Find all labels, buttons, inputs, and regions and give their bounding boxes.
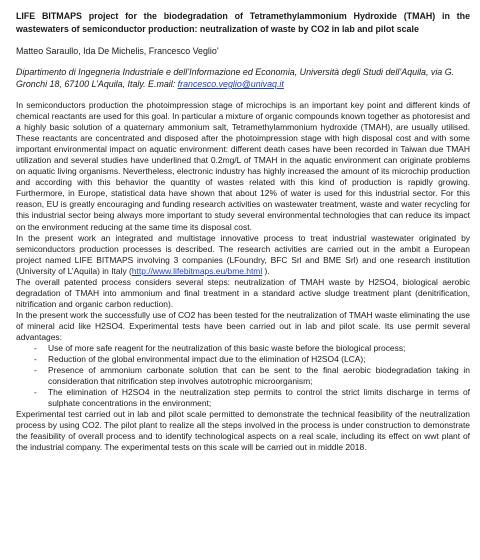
- list-item-text: Reduction of the global environmental impact due to the elimination of H2SO4 (LCA);: [48, 354, 366, 365]
- paragraph-present-work-text: In the present work an integrated and multistage innovative process to treat industrial wastewater originated by semiconductors production processes is described. The research activities are carried out in the ambit a European project named LIFE BITMAPS involving 3 companies (LFoundry, BFC Srl and BME Srl) and one research institution (University of L’Aquila) in Italy (: [16, 232, 470, 276]
- author-list: Matteo Saraullo, Ida De Michelis, Francesco Veglio’: [16, 46, 219, 56]
- email-link[interactable]: francesco.veglio@univaq.it: [177, 79, 284, 89]
- project-link[interactable]: http://www.lifebitmaps.eu/bme.html: [131, 265, 263, 276]
- affiliation-text: Dipartimento di Ingegneria Industriale e dell’Informazione ed Economia, Università degli Studi dell’Aquila, via G. Gronchi 18, 67100 L’Aquila, Italy. E.mail:: [16, 67, 455, 89]
- list-item: [34, 343, 470, 354]
- paper-title: LIFE BITMAPS project for the biodegradation of Tetramethylammonium Hydroxide (TMAH) in the wastewaters of semiconductor production: neutralization of waste by CO2 in lab and pilot scale: [16, 11, 470, 34]
- advantages-list: [16, 343, 470, 409]
- paragraph-intro: In semiconductors production the photoimpression stage of microchips is an important key point and different kinds of chemical reactants are used for this goal. In particular a mixture of organic compounds known together as photoresist and a highly basic solution of a quaternary ammonium salt, Tetramethylammonium hydroxide (TMAH), are usually utilised. These reactants are concentrated and disposed after the photoimpression stage with high disposal cost and with some important environmental impact on aquatic environment: different death cases have been recorded in Taiwan due TMAH utilization and several studies have underlined that 0.2mg/L of TMAH in the aquatic environment can originate problems on aquatic living organisms. Nevertheless, electronic industry has highly increased the amount of its microchip production and according with this behavior the quantity of wastes related with this kind of production is rapidly growing. Furthermore, in Europe, statistical data have shown that about 12% of water is used for this industrial sector. For this reason, EU is greatly encouraging and funding research activities on wastewater treatment, waste and water recycling for this industrial sector being always more important to study several environmental technologies that can reduce its impact on the environment reducing at the same time its disposal cost.: [16, 100, 470, 232]
- paragraph-present-work-tail: ).: [262, 265, 270, 276]
- paper-page: [16, 10, 470, 454]
- bullet-dash-icon: -: [34, 354, 37, 365]
- list-item-text: Presence of ammonium carbonate solution that can be sent to the final aerobic biodegradation taking in consideration that nitrification step involves autotrophic microorganism;: [48, 365, 470, 387]
- abstract-body: [16, 100, 470, 454]
- bullet-dash-icon: -: [34, 343, 37, 354]
- list-item-text: The elimination of H2SO4 in the neutralization step permits to control the strict limits discharge in terms of sulphate concentrations in the environment;: [48, 387, 470, 409]
- paragraph-process: The overall patented process considers several steps: neutralization of TMAH waste by H2SO4, biological aerobic degradation of TMAH into ammonium and final treatment in a standard active sludge treatment plant (denitrification, nitrification and organic carbon reduction).: [16, 276, 470, 309]
- paragraph-conclusion: Experimental test carried out in lab and pilot scale permitted to demonstrate the technical feasibility of the neutralization process by using CO2. The pilot plant to realize all the steps involved in the process is under construction to demonstrate the feasibility of overall process and to identify technological aspects on a real scale, including its effect on wwt plant of the industrial company. The experimental tests on this scale will be carried out in middle 2018.: [16, 409, 470, 453]
- paragraph-present-work: [16, 233, 470, 277]
- bullet-dash-icon: -: [34, 365, 37, 376]
- affiliation: [16, 66, 470, 90]
- list-item-text: Use of more safe reagent for the neutralization of this basic waste before the biological process;: [48, 343, 406, 354]
- list-item: [34, 354, 470, 365]
- list-item: [34, 387, 470, 409]
- bullet-dash-icon: -: [34, 387, 37, 398]
- paragraph-co2: In the present work the successfully use of CO2 has been tested for the neutralization of TMAH waste eliminating the use of mineral acid like H2SO4. Experimental tests have been carried out in lab and pilot scale. Its use permit several advantages:: [16, 309, 470, 342]
- list-item: [34, 365, 470, 387]
